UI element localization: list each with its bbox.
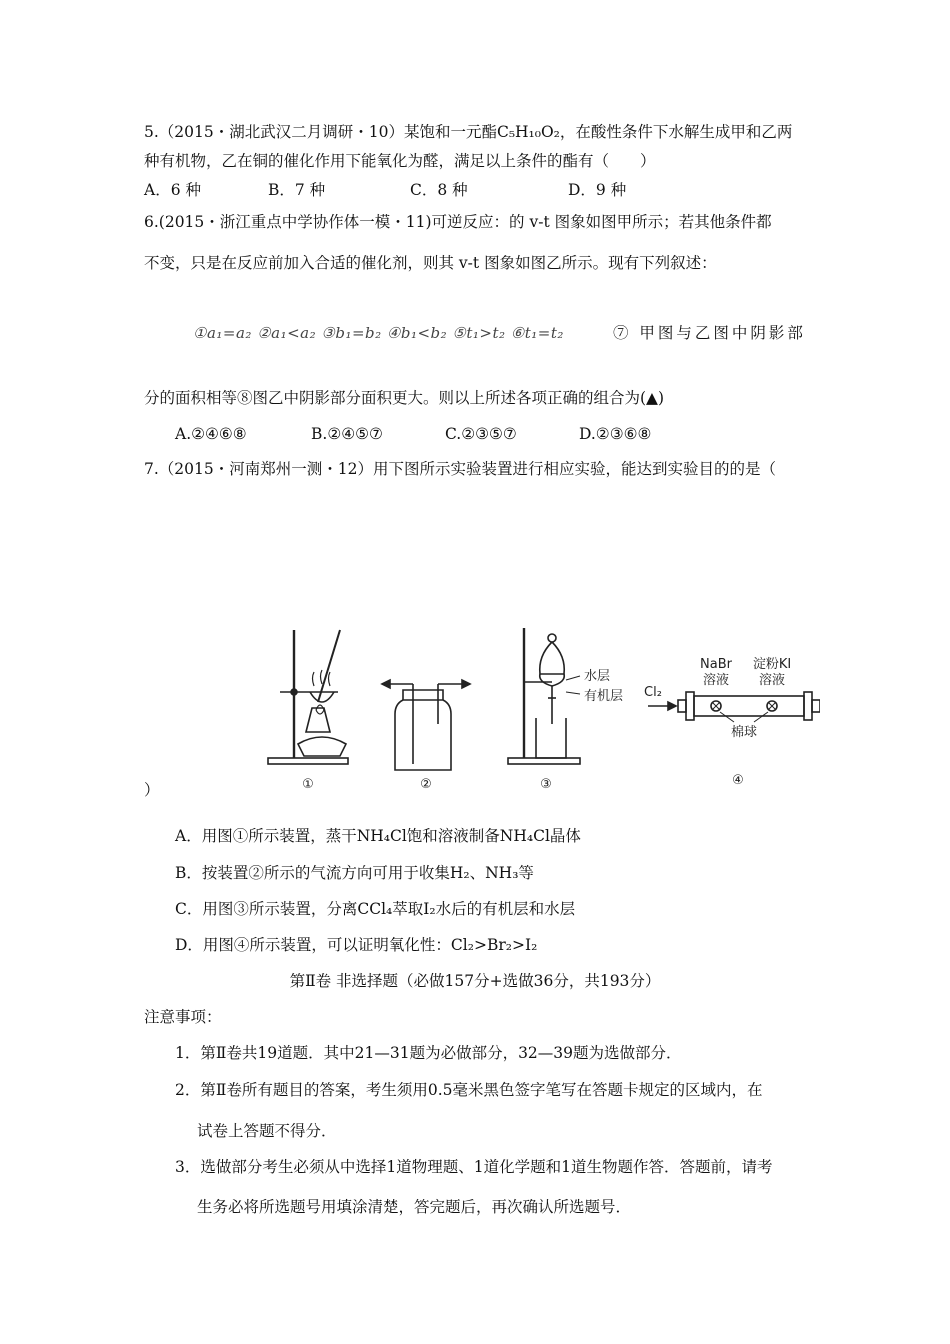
q6-option-c: C.②③⑤⑦ — [445, 425, 517, 443]
q7-option-a: A．用图①所示装置，蒸干NH₄Cl饱和溶液制备NH₄Cl晶体 — [175, 827, 581, 845]
part2-item1: 1．第Ⅱ卷共19道题．其中21—31题为必做部分，32—39题为选做部分． — [175, 1044, 682, 1062]
part2-item2-line2: 试卷上答题不得分． — [197, 1122, 337, 1140]
label-starch-ki-solution: 溶液 — [758, 673, 786, 688]
q5-option-c: C．8 种 — [410, 181, 468, 199]
apparatus-3-separatory-funnel — [508, 628, 580, 764]
figure-label-2: ② — [420, 777, 432, 792]
label-starch-ki: 淀粉KI — [752, 657, 792, 672]
label-nabr-solution: 溶液 — [702, 673, 730, 688]
figure-label-1: ① — [302, 777, 314, 792]
q6-option-b: B.②④⑤⑦ — [311, 425, 383, 443]
q6-statements — [193, 323, 806, 343]
q7-option-d: D．用图④所示装置，可以证明氧化性：Cl₂>Br₂>I₂ — [175, 936, 538, 954]
q7-apparatus-figure — [260, 620, 820, 800]
q6-line4: 分的面积相等⑧图乙中阴影部分面积更大。则以上所述各项正确的组合为(▲) — [144, 389, 665, 407]
part2-title: 第Ⅱ卷 非选择题（必做157分+选做36分，共193分） — [289, 972, 661, 990]
q5-line1: 5.（2015・湖北武汉二月调研・10）某饱和一元酯C₅H₁₀O₂，在酸性条件下水解生成甲和乙两 — [144, 123, 793, 141]
apparatus-2-gas-bottle — [382, 680, 470, 770]
q6-line1: 6.(2015・浙江重点中学协作体一模・11)可逆反应：的 v-t 图象如图甲所示；若其他条件都 — [144, 213, 772, 231]
part2-notice: 注意事项： — [144, 1008, 222, 1026]
q5-option-b: B．7 种 — [268, 181, 326, 199]
q5-option-a: A．6 种 — [144, 181, 201, 199]
part2-item3-line1: 3．选做部分考生必须从中选择1道物理题、1道化学题和1道生物题作答．答题前，请考 — [175, 1158, 773, 1176]
q7-line1: 7.（2015・河南郑州一测・12）用下图所示实验装置进行相应实验，能达到实验目的的是（ — [144, 460, 776, 478]
q5-options — [144, 180, 626, 200]
label-water-layer: 水层 — [584, 669, 611, 684]
q6-options — [175, 424, 651, 444]
apparatus-4-tube — [648, 692, 820, 722]
q5-option-d: D．9 种 — [568, 181, 627, 199]
q6-line2: 不变，只是在反应前加入合适的催化剂，则其 v-t 图象如图乙所示。现有下列叙述： — [144, 254, 717, 272]
label-nabr: NaBr — [700, 657, 732, 672]
q6-statements-math: ①a₁=a₂ ②a₁<a₂ ③b₁=b₂ ④b₁<b₂ ⑤t₁>t₂ ⑥t₁=t₂ — [193, 324, 564, 342]
label-cotton: 棉球 — [730, 725, 758, 740]
label-cl2: Cl₂ — [644, 685, 662, 700]
figure-label-3: ③ — [540, 777, 552, 792]
part2-item3-line2: 生务必将所选题号用填涂清楚，答完题后，再次确认所选题号． — [197, 1198, 632, 1216]
figure-label-4: ④ — [732, 773, 744, 788]
part2-item2-line1: 2．第Ⅱ卷所有题目的答案，考生须用0.5毫米黑色签字笔写在答题卡规定的区域内，在 — [175, 1081, 763, 1099]
q7-option-c: C．用图③所示装置，分离CCl₄萃取I₂水后的有机层和水层 — [175, 900, 576, 918]
q7-option-b: B．按装置②所示的气流方向可用于收集H₂、NH₃等 — [175, 864, 534, 882]
apparatus-1-evaporation — [268, 630, 348, 764]
q7-close-paren: ） — [144, 781, 160, 799]
q6-statements-tail: ⑦ 甲图与乙图中阴影部 — [613, 324, 806, 342]
label-organic-layer: 有机层 — [584, 689, 624, 704]
q6-option-d: D.②③⑥⑧ — [579, 425, 652, 443]
q5-line2: 种有机物，乙在铜的催化作用下能氧化为醛，满足以上条件的酯有（ ） — [144, 152, 656, 170]
q6-option-a: A.②④⑥⑧ — [175, 425, 247, 443]
